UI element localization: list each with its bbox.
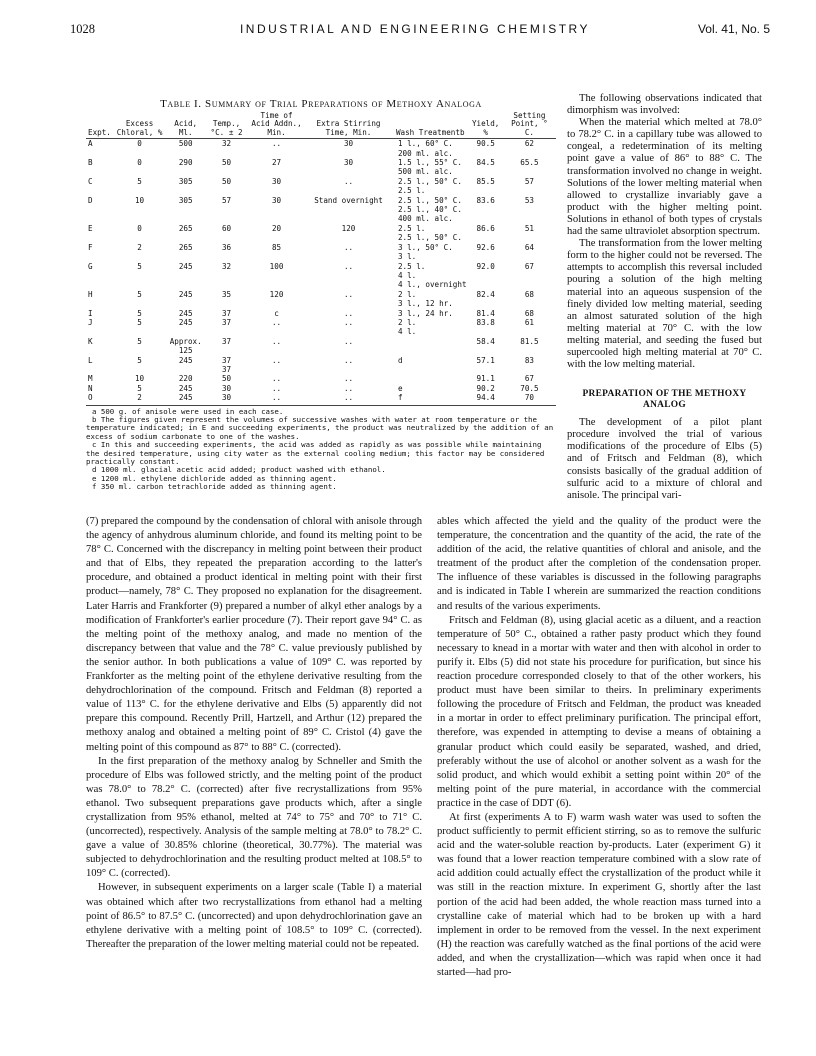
table-footnotes (86, 405, 556, 492)
wash-line: 2.5 l., 50° C. (397, 195, 462, 205)
table-cell-chloral: 5 (137, 308, 142, 318)
table-cell-wash (392, 243, 469, 262)
table-cell-setting: 81.5 (520, 336, 539, 346)
table-cell-chloral: 5 (137, 261, 142, 271)
table-header-cell: Acid, Ml. (166, 112, 205, 139)
table-row (86, 384, 556, 393)
table-row (86, 393, 556, 402)
paragraph: At first (experiments A to F) warm wash water was used to soften the product sufficiently to permit efficient stirring, so as to remove the sulfuric acid and the water-soluble reaction by-products. Later (experiment G) it was found that a lower reaction temperature combined with a slow rate of acid addition could actually effect the crystallization of the product while it was still in the reaction mixture. In experiment G, shortly after the last portion of the acid had been added, the whole reaction mass turned into a crystalline cake of material which had to be broken up with a hard implement in order to be removed from the vessel. In the next experiment (H) the reaction was carefully watched as the final portions of the acid were added, and when the crystallization—which was rapid when once it had started—had pro- (437, 811, 761, 978)
table-cell-yield: 92.0 (476, 261, 495, 271)
table-cell-stir: Stand overnight (314, 195, 383, 205)
table-cell-setting: 70 (524, 393, 534, 403)
table-cell-temp: 32 (221, 261, 232, 271)
table-row (86, 365, 556, 374)
table-cell-expt: J (88, 317, 93, 327)
table-row (86, 196, 556, 224)
table-cell-acid: 245 (178, 355, 193, 365)
table-cell-setting: 67 (524, 261, 534, 271)
table-cell-stir: 120 (341, 223, 356, 233)
table-cell-time: 30 (271, 176, 282, 186)
table-cell-chloral: 2 (137, 242, 142, 252)
table-cell-time (248, 365, 305, 374)
table-cell-stir: .. (343, 308, 354, 318)
table-cell-stir: .. (343, 289, 354, 299)
table-header-cell: Extra Stirring Time, Min. (305, 112, 392, 139)
table-cell-yield: 90.5 (476, 139, 495, 149)
table-header-cell: Yield, % (469, 112, 503, 139)
table-cell-yield: 83.8 (476, 317, 495, 327)
wash-line: 2.5 l., 40° C. (397, 205, 462, 215)
table-cell-time: 30 (271, 195, 282, 205)
table-cell-expt: M (88, 374, 93, 384)
table-cell-wash (392, 374, 469, 383)
table-cell-stir (305, 365, 392, 374)
wash-line: 1.5 l., 55° C. (397, 158, 462, 168)
table-cell-yield: 84.5 (476, 158, 495, 168)
table-cell-acid: 245 (178, 317, 193, 327)
table-cell-stir: .. (343, 383, 354, 393)
table-cell-acid: 245 (178, 289, 193, 299)
page-number: 1028 (70, 22, 95, 36)
wash-line: 3 l., 50° C. (397, 242, 453, 252)
table-cell-setting: 83 (524, 355, 534, 365)
table-cell-setting: 51 (524, 223, 534, 233)
table-cell-expt: K (88, 336, 93, 346)
acid-note: Approx. (169, 336, 202, 346)
table-cell-chloral: 5 (137, 317, 142, 327)
table-cell-time: c (274, 308, 279, 318)
table-cell-yield: 81.4 (476, 308, 495, 318)
table-summary-block (86, 98, 556, 492)
table-cell-time: .. (271, 374, 282, 384)
table-cell-acid: 245 (178, 393, 193, 403)
table-footnote: a 500 g. of anisole were used in each case. (92, 406, 284, 416)
journal-title: INDUSTRIAL AND ENGINEERING CHEMISTRY (239, 22, 591, 36)
table-cell-yield: 85.5 (476, 176, 495, 186)
table-cell-expt: I (88, 308, 93, 318)
table-cell-setting: 70.5 (520, 383, 539, 393)
table-cell-acid (166, 337, 205, 356)
table-cell-setting: 65.5 (520, 158, 539, 168)
table-cell-setting: 53 (524, 195, 534, 205)
table-cell-setting: 62 (524, 139, 534, 149)
table-cell-chloral: 5 (137, 355, 142, 365)
table-cell-temp: 37 (221, 364, 232, 374)
table-cell-setting (503, 365, 556, 374)
wash-line: 2 l. (397, 289, 417, 299)
table-row (86, 243, 556, 262)
table-cell-chloral (113, 365, 166, 374)
paragraph: The following observations indicated that dimorphism was involved: (567, 93, 762, 117)
table-cell-time: .. (271, 393, 282, 403)
table-cell-expt: O (88, 393, 93, 403)
table-cell-temp: 57 (221, 195, 232, 205)
table-cell-expt: C (88, 176, 93, 186)
wash-line: 2.5 l., 50° C. (397, 176, 462, 186)
wash-line: 4 l. (397, 270, 417, 280)
table-cell-chloral: 0 (137, 139, 142, 149)
table-row (86, 337, 556, 356)
table-cell-acid: 245 (178, 383, 193, 393)
wash-line: 2.5 l. (397, 261, 426, 271)
table-cell-temp: 37 (221, 355, 232, 365)
table-cell-wash (392, 384, 469, 393)
table-cell-expt: E (88, 223, 93, 233)
wash-line: 2.5 l. (397, 223, 426, 233)
table-row (86, 262, 556, 290)
acid-value: 125 (178, 346, 193, 356)
table-cell-temp: 50 (221, 374, 232, 384)
table-cell-chloral: 0 (137, 223, 142, 233)
table-cell-stir: .. (343, 336, 354, 346)
table-cell-temp: 50 (221, 176, 232, 186)
table-cell-stir: .. (343, 261, 354, 271)
table-cell-expt: N (88, 383, 93, 393)
table-cell-stir: .. (343, 374, 354, 384)
table-footnote: e 1200 ml. ethylene dichloride added as thinning agent. (92, 473, 337, 483)
table-cell-time: .. (271, 139, 282, 149)
section-heading: PREPARATION OF THE METHOXY ANALOG (582, 389, 747, 411)
table-cell-yield: 86.6 (476, 223, 495, 233)
paragraph: In the first preparation of the methoxy analog by Schneller and Smith the procedure of Elbs was followed strictly, and the melting point of the product was 78.0° to 78.2° C. (corrected) after five recrystallizations from 95% ethanol. Two subsequent preparations gave products which, after a single crystallization from 95% ethanol, melted at 74° to 75° and 70° to 71° C. (uncorrected), respectively. Analysis of the sample melting at 78.0° to 78.2° C. gave a value of 30.85% chlorine (theoretical, 30.77%). The material was subjected to dehydrochlorination and the resulting product melted at 108.5° to 109° C. (corrected). (86, 755, 422, 880)
right-column (437, 515, 761, 980)
table-cell-stir: .. (343, 242, 354, 252)
table-cell-setting: 57 (524, 176, 534, 186)
paragraph: (7) prepared the compound by the condensation of chloral with anisole through the agency of anhydrous aluminum chloride, and found its melting point to be 78° C. Concerned with the discrepancy in melting point between their product and that of Elbs, they repeated the preparation according to the latter's procedure, and obtained a product identical in melting point with their first product—namely, 78° C. They proposed no explanation for the disagreement. Later Harris and Frankforter (9) prepared a number of alkyl ether analogs by a modification of Frankforter's earlier procedure (7). Their report gave 94° C. as the melting point of the methoxy analog, and made no mention of the discrepancy between that value and the 78° C. value previously published by the senior author. In both publications a value of 109° C. was reported by Frankforter as the melting point of the ethylene derivative resulting from the dehydrochlorination of the compound. Fritsch and Feldman (8) reported a value of 113° C. for the ethylene derivative and Elbs (5) apparently did not prepare this compound. Recently Prill, Hartzell, and Arthur (12) prepared the methoxy analog and obtained a melting point of 89° C. Cristol (4) gave the melting point of this compound as 87° to 88° C. (corrected). (86, 516, 422, 753)
table-cell-stir: .. (343, 393, 354, 403)
table-cell-wash (392, 309, 469, 318)
table-cell-temp: 37 (221, 336, 232, 346)
table-cell-expt: H (88, 289, 93, 299)
table-cell-setting: 67 (524, 374, 534, 384)
table-cell-temp: 50 (221, 158, 232, 168)
table-footnote: f 350 ml. carbon tetrachloride added as thinning agent. (92, 482, 337, 492)
table-cell-temp: 37 (221, 317, 232, 327)
table-cell-stir: .. (343, 355, 354, 365)
table-cell-acid: 265 (178, 223, 193, 233)
summary-table (86, 112, 556, 403)
paragraph: The development of a pilot plant procedure involved the trial of various modifications of the procedure of Elbs (5) and of Fritsch and Feldman (8), which consists basically of the gradual addition of sulfuric acid to a mixture of chloral and anisole. The principal vari- (567, 417, 762, 501)
table-cell-chloral: 2 (137, 393, 142, 403)
wash-line: 4 l., overnight (397, 280, 467, 290)
table-row (86, 177, 556, 196)
table-cell-setting: 64 (524, 242, 534, 252)
table-cell-acid: 500 (178, 139, 193, 149)
wash-line: 2.5 l., 50° C. (397, 233, 462, 243)
left-column (86, 515, 422, 952)
wash-line: 200 ml. alc. (397, 148, 453, 158)
table-cell-temp: 60 (221, 223, 232, 233)
table-header-cell: Expt. (86, 112, 113, 139)
table-cell-expt: B (88, 158, 93, 168)
wash-line: e (397, 383, 403, 393)
table-cell-chloral: 5 (137, 289, 142, 299)
table-cell-expt: A (88, 139, 93, 149)
table-cell-wash (392, 196, 469, 224)
paragraph: Fritsch and Feldman (8), using glacial acetic as a diluent, and a reaction temperature of 50° C., obtained a rather pasty product which they found necessary to knead in a mortar with water and then with alcohol in order to purify it. Elbs (5) did not state his procedure for purification, but since his reaction procedure corresponded closely to that of the other workers, his product must have been similar to theirs. In preliminary experiments following the procedure of Fritsch and Feldman, the product was kneaded in a mortar in order to effect preliminary purification. The principal effort, therefore, was expended in attempting to devise a means of obtaining a granular product which could easily be separated, washed, and dried, preferably without the use of alcohol or another solvent as a wash for the solid product, and which would exhibit a setting point within 20° of the melting point of the pure material, in accordance with the commercial practice in the case of DDT (6). (437, 614, 761, 809)
table-cell-wash (392, 318, 469, 337)
table-cell-setting: 68 (524, 289, 534, 299)
table-cell-chloral: 10 (134, 195, 145, 205)
table-cell-time: .. (271, 336, 282, 346)
table-row (86, 374, 556, 383)
wash-line: 3 l., 24 hr. (397, 308, 453, 318)
table-header-cell: Wash Treatmentb (392, 112, 469, 139)
wash-line: f (397, 393, 403, 403)
table-cell-yield: 83.6 (476, 195, 495, 205)
table-cell-time: 120 (269, 289, 284, 299)
page-header (70, 22, 770, 40)
wash-line: 2.5 l. (397, 186, 426, 196)
table-cell-acid (166, 365, 205, 374)
table-cell-yield: 57.1 (476, 355, 495, 365)
paragraph: When the material which melted at 78.0° to 78.2° C. in a capillary tube was allowed to congeal, a redetermination of its melting point gave a value of 86° to 88° C. The transformation involved no change in weight. Solutions of the lower melting material when allowed to crystallize invariably gave a product with the higher melting point. Solutions in ethanol of both types of crystals had the same ultraviolet absorption spectrum. (567, 117, 762, 238)
table-cell-acid: 220 (178, 374, 193, 384)
table-cell-stir: .. (343, 176, 354, 186)
table-cell-wash (392, 139, 469, 158)
wash-line: 4 l. (397, 327, 417, 337)
table-row (86, 158, 556, 177)
table-cell-yield: 92.6 (476, 242, 495, 252)
table-cell-expt: L (88, 355, 93, 365)
wash-line: 1 l., 60° C. (397, 139, 453, 149)
table-cell-wash (392, 177, 469, 196)
table-footnote: d 1000 ml. glacial acetic acid added; product washed with ethanol. (92, 465, 386, 475)
table-cell-time: .. (271, 383, 282, 393)
wash-line: 400 ml. alc. (397, 214, 453, 224)
table-cell-acid: 245 (178, 308, 193, 318)
table-cell-stir: .. (343, 317, 354, 327)
table-cell-yield: 58.4 (476, 336, 495, 346)
volume-info: Vol. 41, No. 5 (697, 22, 770, 36)
table-cell-wash (392, 262, 469, 290)
table-cell-stir: 30 (343, 139, 354, 149)
table-cell-time: 100 (269, 261, 284, 271)
table-cell-acid: 305 (178, 176, 193, 186)
table-cell-chloral: 5 (137, 336, 142, 346)
table-cell-chloral: 10 (134, 374, 145, 384)
wash-line: 2 l. (397, 317, 417, 327)
table-cell-expt: F (88, 242, 93, 252)
table-cell-time: .. (271, 317, 282, 327)
table-cell-wash (392, 290, 469, 309)
wash-line: 3 l. (397, 252, 417, 262)
table-cell-wash (392, 224, 469, 243)
table-cell-yield (469, 365, 503, 374)
table-cell-acid: 305 (178, 195, 193, 205)
table-footnote: b The figures given represent the volumes of successive washes with water at room temperature or the temperature indicated; in E and succeeding experiments, the product was neutralized by the addition of an excess of sodium carbonate to one of the washes. (86, 415, 554, 441)
wash-line: d (397, 355, 403, 365)
table-cell-setting: 68 (524, 308, 534, 318)
table-cell-chloral: 0 (137, 158, 142, 168)
table-cell-wash (392, 356, 469, 365)
table-header-cell: Setting Point, ° C. (503, 112, 556, 139)
table-cell-time: .. (271, 355, 282, 365)
table-row (86, 224, 556, 243)
wash-line: 3 l., 12 hr. (397, 299, 453, 309)
table-row (86, 309, 556, 318)
table-cell-wash (392, 393, 469, 402)
table-cell-yield: 82.4 (476, 289, 495, 299)
table-cell-acid: 245 (178, 261, 193, 271)
paragraph: The transformation from the lower melting form to the higher could not be reversed. The attempts to accomplish this reversal included pouring a solution of the high melting material into an aqueous suspension of the finely divided low melting material, seeding an almost saturated solution of the high melting material at 70° C. with the low melting material, and seeding the fused but supercooled high melting material at 70° C. with the low melting material. (567, 238, 762, 371)
table-cell-temp: 30 (221, 393, 232, 403)
paragraph: ables which affected the yield and the quality of the product were the temperature, the concentration and the quantity of the acid, the rate of the addition of the acid, the relative quantities of chloral and anisole, and the treatment of the product after the completion of the condensation proper. The influence of these variables is discussed in the following paragraphs and is indicated in Table I wherein are summarized the reaction conditions and results of the various experiments. (437, 516, 761, 612)
table-row (86, 318, 556, 337)
table-row (86, 139, 556, 158)
table-cell-wash (392, 337, 469, 356)
table-row (86, 290, 556, 309)
table-header-cell: Excess Chloral, % (113, 112, 166, 139)
table-cell-yield: 94.4 (476, 393, 495, 403)
table-cell-temp: 37 (221, 308, 232, 318)
table-cell-yield: 90.2 (476, 383, 495, 393)
table-cell-expt: G (88, 261, 93, 271)
table-cell-stir: 30 (343, 158, 354, 168)
table-cell-wash (392, 365, 469, 374)
right-column-top (567, 93, 762, 502)
table-cell-setting: 61 (524, 317, 534, 327)
table-cell-temp: 30 (221, 383, 232, 393)
table-cell-temp: 36 (221, 242, 232, 252)
table-cell-time: 20 (271, 223, 282, 233)
table-cell-temp: 32 (221, 139, 232, 149)
wash-line: 500 ml. alc. (397, 167, 453, 177)
table-cell-chloral: 5 (137, 176, 142, 186)
table-cell-wash (392, 158, 469, 177)
table-cell-acid: 265 (178, 242, 193, 252)
paragraph: However, in subsequent experiments on a larger scale (Table I) a material was obtained which after two recrystallizations from ethanol had a melting point of 86.5° to 87.5° C. (uncorrected) and upon dehydrochlorination gave an ethylene derivative with a melting point of 108.5° to 109° C. (corrected). Thereafter the preparation of the lower melting material could not be repeated. (86, 882, 422, 950)
table-footnote: c In this and succeeding experiments, the acid was added as rapidly as was possible while maintaining the desired temperature, using city water as the external cooling medium; this factor may be considered practically constant. (86, 440, 545, 467)
table-caption: Table I. Summary of Trial Preparations of Methoxy Analoga (160, 98, 482, 110)
table-cell-time: 85 (271, 242, 282, 252)
table-cell-acid: 290 (178, 158, 193, 168)
table-cell-time: 27 (271, 158, 282, 168)
table-header-cell: Time of Acid Addn., Min. (248, 112, 305, 139)
table-header-cell: Temp., °C. ± 2 (205, 112, 248, 139)
table-cell-expt (86, 365, 113, 374)
table-row (86, 356, 556, 365)
table-cell-yield: 91.1 (476, 374, 495, 384)
table-cell-expt: D (88, 195, 93, 205)
table-cell-chloral: 5 (137, 383, 142, 393)
table-cell-temp: 35 (221, 289, 232, 299)
